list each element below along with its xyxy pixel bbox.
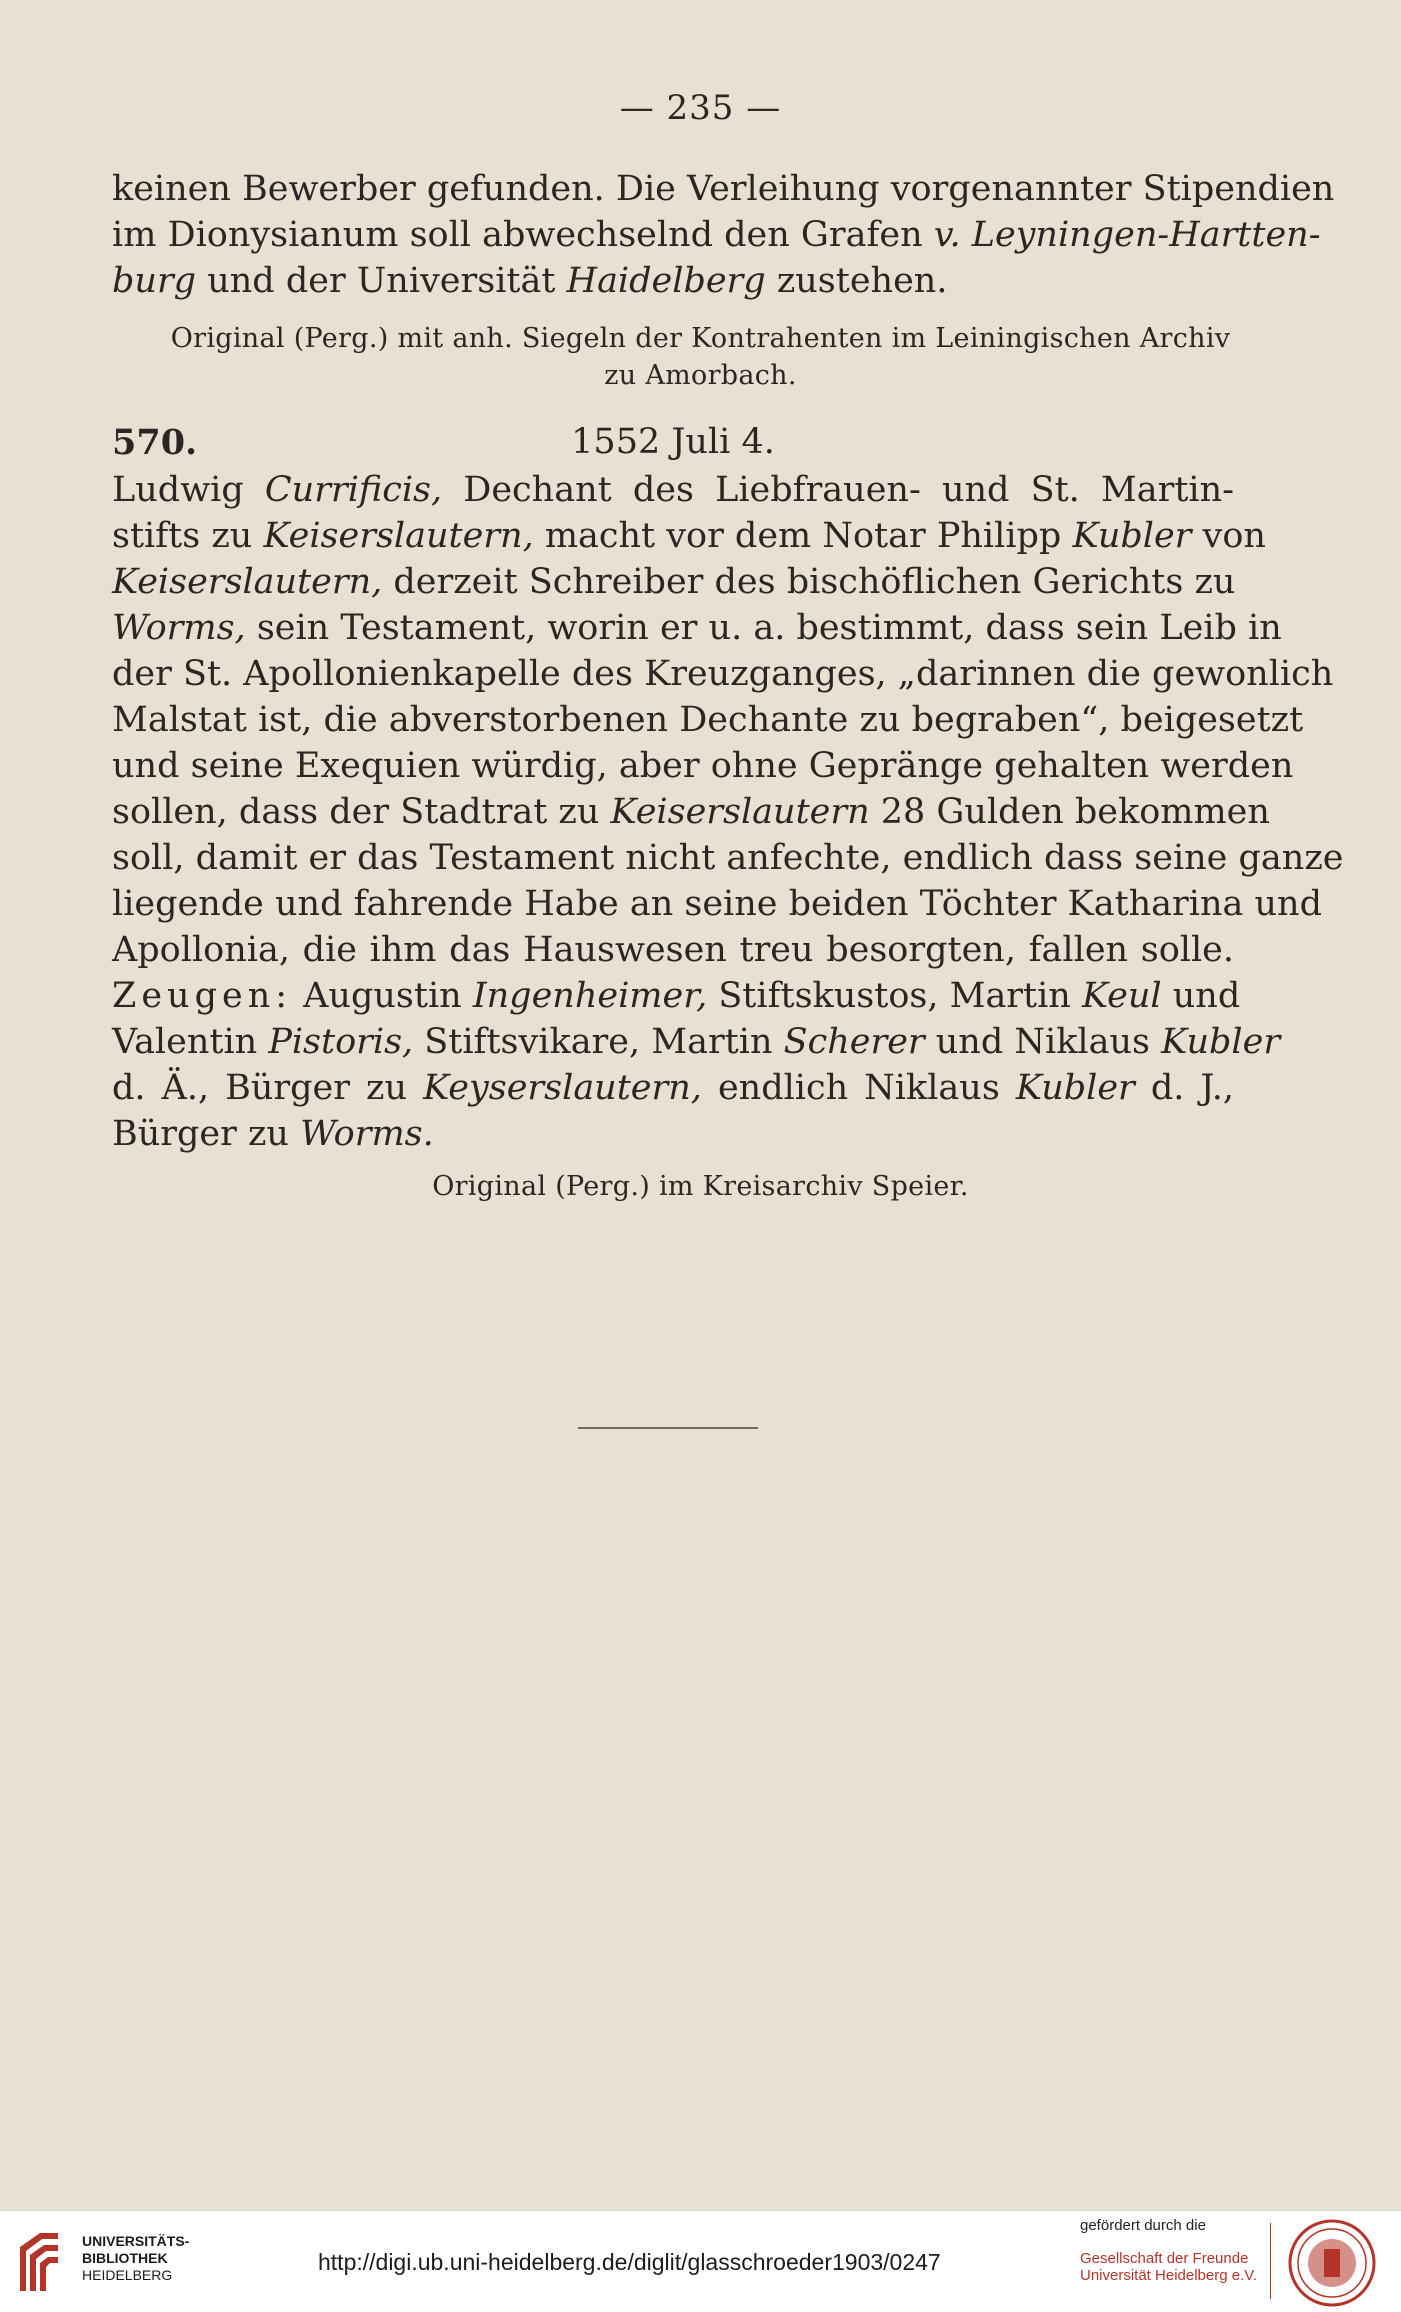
library-logo-icon: [14, 2225, 64, 2297]
library-name-line2: BIBLIOTHEK: [82, 2250, 168, 2266]
entry-body-line: stifts zu Keiserslautern, macht vor dem Notar Philipp Kubler von: [112, 516, 1266, 556]
italic-name: Kubler: [1161, 1022, 1281, 1062]
source-note-line: Original (Perg.) mit anh. Siegeln der Kontrahenten im Leiningischen Archiv: [170, 323, 1231, 354]
entry-body-line: der St. Apollonienkapelle des Kreuzganges, „darinnen die gewonlich: [112, 654, 1334, 694]
source-note-line: zu Amorbach.: [604, 360, 797, 391]
footer-divider: [1270, 2223, 1271, 2299]
entry-body: [112, 467, 1344, 1157]
italic-name: Keyserslautern,: [423, 1068, 702, 1108]
entry-body-line: Ludwig Currificis, Dechant des Liebfrauen- und St. Martin-: [112, 470, 1234, 510]
source-note-1: [0, 320, 1401, 394]
entry-body-line: Apollonia, die ihm das Hauswesen treu besorgten, fallen solle.: [112, 930, 1234, 970]
sponsor-name-line1: Gesellschaft der Freunde: [1080, 2250, 1249, 2267]
library-name-line1: UNIVERSITÄTS-: [82, 2233, 190, 2249]
italic-name: Keiserslautern,: [263, 516, 534, 556]
entry-body-line: Worms, sein Testament, worin er u. a. bestimmt, dass sein Leib in: [112, 608, 1282, 648]
entry-body-line: d. Ä., Bürger zu Keyserslautern, endlich Niklaus Kubler d. J.,: [112, 1068, 1234, 1108]
paragraph-line: burg und der Universität Haidelberg zustehen.: [112, 261, 948, 301]
italic-name: Worms.: [300, 1114, 434, 1154]
paragraph-continuation: [112, 166, 1335, 304]
entry-body-line: Zeugen: Augustin Ingenheimer, Stiftskustos, Martin Keul und: [112, 976, 1241, 1016]
italic-name: v. Leyningen-Hartten-: [933, 215, 1321, 255]
entry-body-line: Malstat ist, die abverstorbenen Dechante zu begraben“, beigesetzt: [112, 700, 1304, 740]
entry-body-line: Keiserslautern, derzeit Schreiber des bischöflichen Gerichts zu: [112, 562, 1236, 602]
italic-name: Scherer: [783, 1022, 925, 1062]
italic-name: Haidelberg: [566, 261, 766, 301]
italic-name: Kubler: [1015, 1068, 1135, 1108]
italic-name: Worms,: [112, 608, 246, 648]
entry-body-line: Valentin Pistoris, Stiftsvikare, Martin Scherer und Niklaus Kubler: [112, 1022, 1281, 1062]
entry-number: 570.: [112, 422, 198, 463]
italic-name: burg: [112, 261, 197, 301]
italic-name: Kubler: [1072, 516, 1192, 556]
italic-name: Ingenheimer,: [472, 976, 708, 1016]
footer-bar: [0, 2210, 1401, 2312]
entry-body-line: und seine Exequien würdig, aber ohne Gepränge gehalten werden: [112, 746, 1294, 786]
entry-body-line: sollen, dass der Stadtrat zu Keiserslautern 28 Gulden bekommen: [112, 792, 1270, 832]
library-name: [82, 2233, 189, 2284]
university-seal-icon: [1288, 2219, 1376, 2307]
source-note-2: Original (Perg.) im Kreisarchiv Speier.: [432, 1171, 969, 1202]
paragraph-line: keinen Bewerber gefunden. Die Verleihung vorgenannter Stipendien: [112, 169, 1335, 209]
italic-name: Pistoris,: [268, 1022, 414, 1062]
italic-name: Keiserslautern: [610, 792, 870, 832]
italic-name: Keul: [1081, 976, 1162, 1016]
entry-body-line: liegende und fahrende Habe an seine beiden Töchter Katharina und: [112, 884, 1322, 924]
entry-date: 1552 Juli 4.: [571, 422, 775, 462]
italic-name: Keiserslautern,: [112, 562, 383, 602]
sponsor-name-line2: Universität Heidelberg e.V.: [1080, 2267, 1258, 2284]
sponsor-label: gefördert durch die: [1080, 2217, 1206, 2234]
entry-body-line: soll, damit er das Testament nicht anfechte, endlich dass seine ganze: [112, 838, 1344, 878]
paragraph-line: im Dionysianum soll abwechselnd den Grafen v. Leyningen-Hartten-: [112, 215, 1321, 255]
italic-name: Currificis,: [264, 470, 443, 510]
page-number-header: — 235 —: [619, 88, 782, 128]
sponsor-credit: [1080, 2217, 1270, 2284]
section-rule: [578, 1427, 758, 1429]
permalink-url[interactable]: http://digi.ub.uni-heidelberg.de/diglit/glasschroeder1903/0247: [318, 2249, 941, 2275]
spaced-label: Zeugen:: [112, 976, 293, 1016]
entry-body-line: Bürger zu Worms.: [112, 1114, 434, 1154]
library-name-line3: HEIDELBERG: [82, 2267, 173, 2283]
